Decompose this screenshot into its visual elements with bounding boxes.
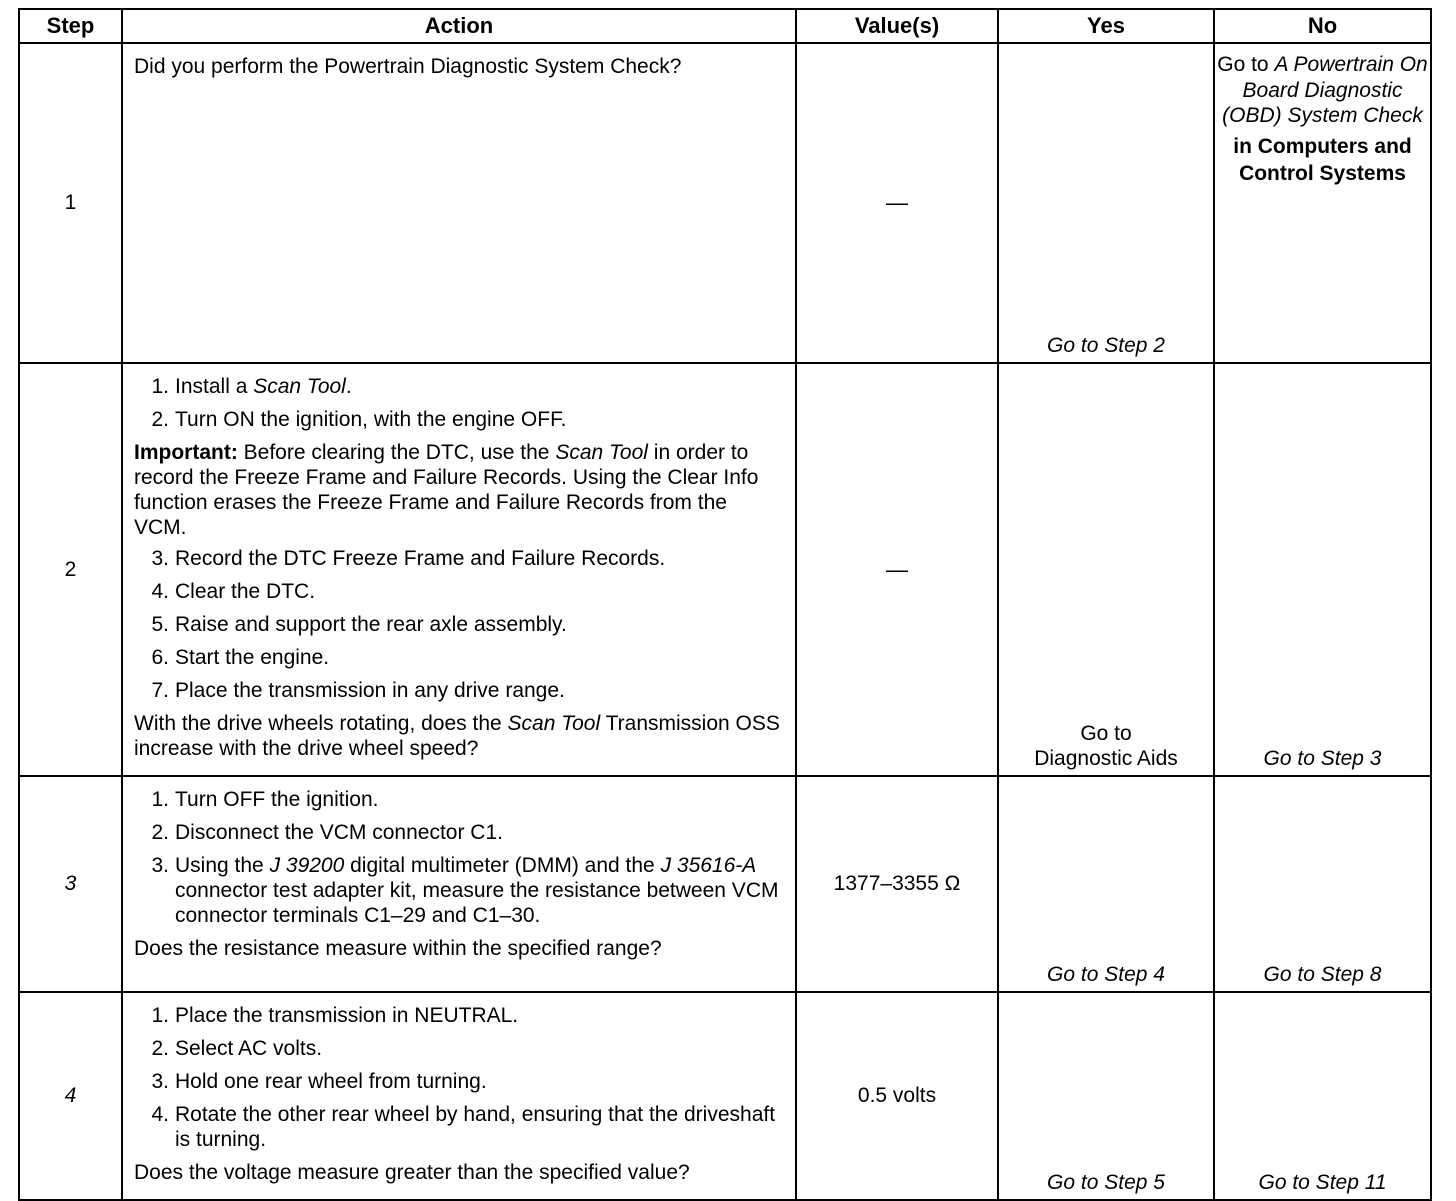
action-question: Does the voltage measure greater than the specified value? bbox=[134, 1161, 690, 1184]
action-cell bbox=[122, 776, 796, 992]
header-yes: Yes bbox=[998, 9, 1214, 43]
yes-link[interactable]: Go to Diagnostic Aids bbox=[1034, 722, 1178, 770]
header-row bbox=[19, 9, 1431, 43]
list-item: 1. Place the transmission in NEUTRAL. bbox=[151, 1004, 519, 1027]
no-cell bbox=[1214, 43, 1431, 363]
step-number: 4 bbox=[19, 992, 122, 1200]
step-number: 3 bbox=[19, 776, 122, 992]
no-prefix: Go to bbox=[1217, 53, 1269, 76]
step-number: 1 bbox=[19, 43, 122, 363]
value-cell: 1377–3355 Ω bbox=[796, 776, 998, 992]
no-link[interactable]: Go to Step 8 bbox=[1263, 963, 1382, 986]
list-item: 1. Turn OFF the ignition. bbox=[151, 788, 379, 811]
action-question: With the drive wheels rotating, does the Scan Tool Transmission OSS increase with the drive wheel speed? bbox=[134, 712, 780, 760]
list-item: 2. Select AC volts. bbox=[151, 1037, 323, 1060]
yes-link[interactable]: Go to Step 5 bbox=[1047, 1171, 1165, 1194]
list-item: 3. Record the DTC Freeze Frame and Failure Records. bbox=[151, 547, 666, 570]
no-link[interactable]: Go to Step 3 bbox=[1263, 747, 1382, 770]
list-item: 3. Hold one rear wheel from turning. bbox=[151, 1070, 487, 1093]
action-question: Does the resistance measure within the specified range? bbox=[134, 937, 662, 960]
action-steps bbox=[134, 374, 785, 432]
action-steps bbox=[134, 1003, 785, 1152]
action-cell bbox=[122, 992, 796, 1200]
list-item: 3. Using the J 39200 digital multimeter (DMM) and the J 35616-A connector test adapter kit, measure the resistance between VCM connector terminals C1–29 and C1–30. bbox=[151, 854, 779, 927]
yes-cell bbox=[998, 776, 1214, 992]
header-values: Value(s) bbox=[796, 9, 998, 43]
no-cell bbox=[1214, 992, 1431, 1200]
yes-link[interactable]: Go to Step 4 bbox=[1047, 963, 1165, 986]
table-row bbox=[19, 776, 1431, 992]
yes-cell bbox=[998, 363, 1214, 776]
table-row bbox=[19, 363, 1431, 776]
table-row bbox=[19, 43, 1431, 363]
no-link-title: A Powertrain On Board Diagnostic (OBD) System Check bbox=[1222, 53, 1428, 127]
list-item: 2. Turn ON the ignition, with the engine OFF. bbox=[151, 408, 567, 431]
no-link[interactable]: Go to Step 11 bbox=[1258, 1171, 1387, 1194]
list-item: 4. Clear the DTC. bbox=[151, 580, 316, 603]
no-cell bbox=[1214, 363, 1431, 776]
header-no: No bbox=[1214, 9, 1431, 43]
action-cell bbox=[122, 43, 796, 363]
header-action: Action bbox=[122, 9, 796, 43]
yes-link[interactable]: Go to Step 2 bbox=[1047, 334, 1165, 357]
yes-cell bbox=[998, 43, 1214, 363]
important-note: Important: Before clearing the DTC, use the Scan Tool in order to record the Freeze Frame and Failure Records. Using the Clear Info function erases the Freeze Frame and Failure Records from the VCM. bbox=[134, 441, 759, 539]
list-item: 2. Disconnect the VCM connector C1. bbox=[151, 821, 503, 844]
step-number: 2 bbox=[19, 363, 122, 776]
table-row bbox=[19, 992, 1431, 1200]
no-cell bbox=[1214, 776, 1431, 992]
list-item: 7. Place the transmission in any drive range. bbox=[151, 679, 565, 702]
action-question: Did you perform the Powertrain Diagnostic System Check? bbox=[134, 55, 682, 78]
action-cell bbox=[122, 363, 796, 776]
value-cell: — bbox=[796, 363, 998, 776]
no-link[interactable] bbox=[1215, 52, 1430, 187]
list-item: 1. Install a Scan Tool. bbox=[151, 375, 352, 398]
list-item: 6. Start the engine. bbox=[151, 646, 330, 669]
value-cell: — bbox=[796, 43, 998, 363]
value-cell: 0.5 volts bbox=[796, 992, 998, 1200]
no-suffix: in Computers and Control Systems bbox=[1233, 134, 1412, 185]
header-step: Step bbox=[19, 9, 122, 43]
list-item: 5. Raise and support the rear axle assembly. bbox=[151, 613, 567, 636]
action-steps bbox=[134, 546, 785, 703]
list-item: 4. Rotate the other rear wheel by hand, ensuring that the driveshaft is turning. bbox=[151, 1103, 776, 1151]
action-steps bbox=[134, 787, 785, 928]
diagnostic-table bbox=[18, 8, 1432, 1201]
yes-cell bbox=[998, 992, 1214, 1200]
